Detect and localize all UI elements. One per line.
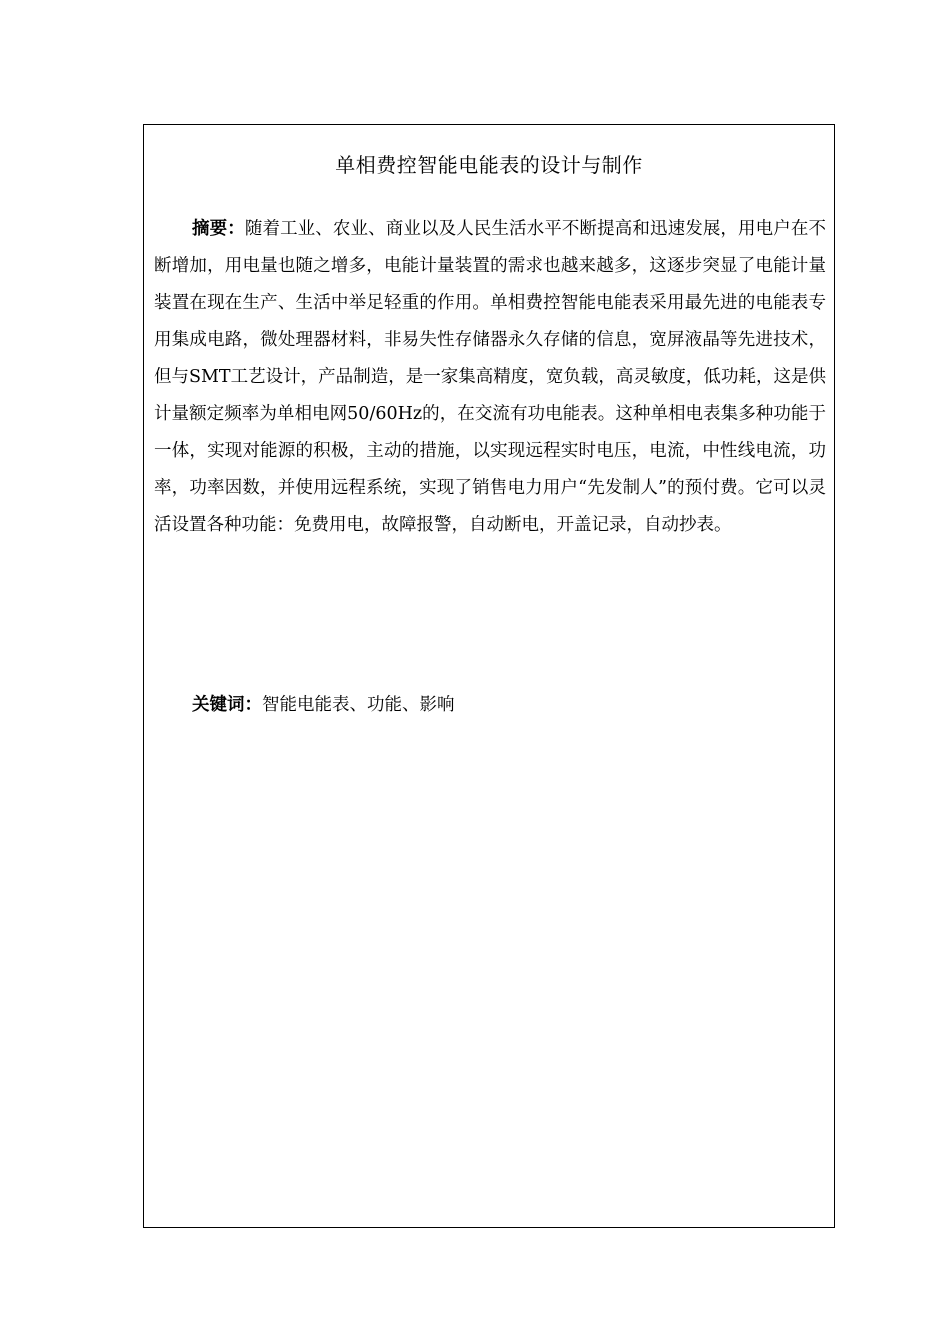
document-frame bbox=[143, 124, 835, 1228]
keywords-text: 智能电能表、功能、影响 bbox=[262, 695, 455, 715]
keywords-line bbox=[192, 691, 455, 719]
document-title: 单相费控智能电能表的设计与制作 bbox=[335, 153, 643, 177]
abstract-paragraph bbox=[154, 211, 826, 544]
keywords-label: 关键词： bbox=[192, 695, 262, 715]
abstract-label: 摘要： bbox=[192, 219, 245, 239]
abstract-text: 随着工业、农业、商业以及人民生活水平不断提高和迅速发展，用电户在不断增加，用电量也随之增多，电能计量装置的需求也越来越多，这逐步突显了电能计量装置在现在生产、生活中举足轻重的作用。单相费控智能电能表采用最先进的电能表专用集成电路，微处理器材料，非易失性存储器永久存储的信息，宽屏液晶等先进技术，但与SMT工艺设计，产品制造，是一家集高精度，宽负载，高灵敏度，低功耗，这是供计量额定频率为单相电网50/60Hz的，在交流有功电能表。这种单相电表集多种功能于一体，实现对能源的积极，主动的措施，以实现远程实时电压，电流，中性线电流，功率，功率因数，并使用远程系统，实现了销售电力用户“先发制人”的预付费。它可以灵活设置各种功能：免费用电，故障报警，自动断电，开盖记录，自动抄表。 bbox=[154, 219, 826, 535]
